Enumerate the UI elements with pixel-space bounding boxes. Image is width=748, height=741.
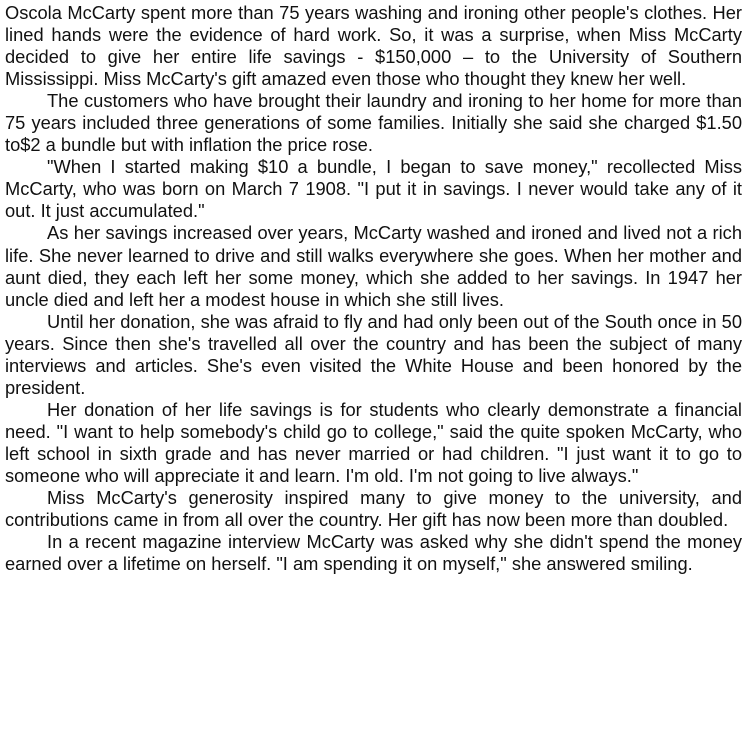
paragraph-1: Oscola McCarty spent more than 75 years washing and ironing other people's clothes. Her lined hands were the evidence of hard work. So, it was a surprise, when Miss McCarty decided to give her entire life savings - $150,000 – to the University of Southern Mississippi. Miss McCarty's gift amazed even those who thought they knew her well.: [5, 2, 742, 90]
paragraph-7: Miss McCarty's generosity inspired many to give money to the university, and contributions came in from all over the country. Her gift has now been more than doubled.: [5, 487, 742, 531]
paragraph-2: The customers who have brought their laundry and ironing to her home for more than 75 years included three generations of some families. Initially she said she charged $1.50 to$2 a bundle but with inflation the price rose.: [5, 90, 742, 156]
paragraph-6: Her donation of her life savings is for students who clearly demonstrate a financial need. "I want to help somebody's child go to college," said the quite spoken McCarty, who left school in sixth grade and has never married or had children. "I just want it to go to someone who will appreciate it and learn. I'm old. I'm not going to live always.": [5, 398, 742, 486]
paragraph-8: In a recent magazine interview McCarty was asked why she didn't spend the money earned over a lifetime on herself. "I am spending it on myself," she answered smiling.: [5, 531, 742, 575]
paragraph-3: "When I started making $10 a bundle, I began to save money," recollected Miss McCarty, who was born on March 7 1908. "I put it in savings. I never would take any of it out. It just accumulated.": [5, 156, 742, 222]
paragraph-4: As her savings increased over years, McCarty washed and ironed and lived not a rich life. She never learned to drive and still walks everywhere she goes. When her mother and aunt died, they each left her some money, which she added to her savings. In 1947 her uncle died and left her a modest house in which she still lives.: [5, 222, 742, 310]
paragraph-5: Until her donation, she was afraid to fly and had only been out of the South once in 50 years. Since then she's travelled all over the country and has been the subject of many interviews and articles. She's even visited the White House and been honored by the president.: [5, 310, 742, 398]
